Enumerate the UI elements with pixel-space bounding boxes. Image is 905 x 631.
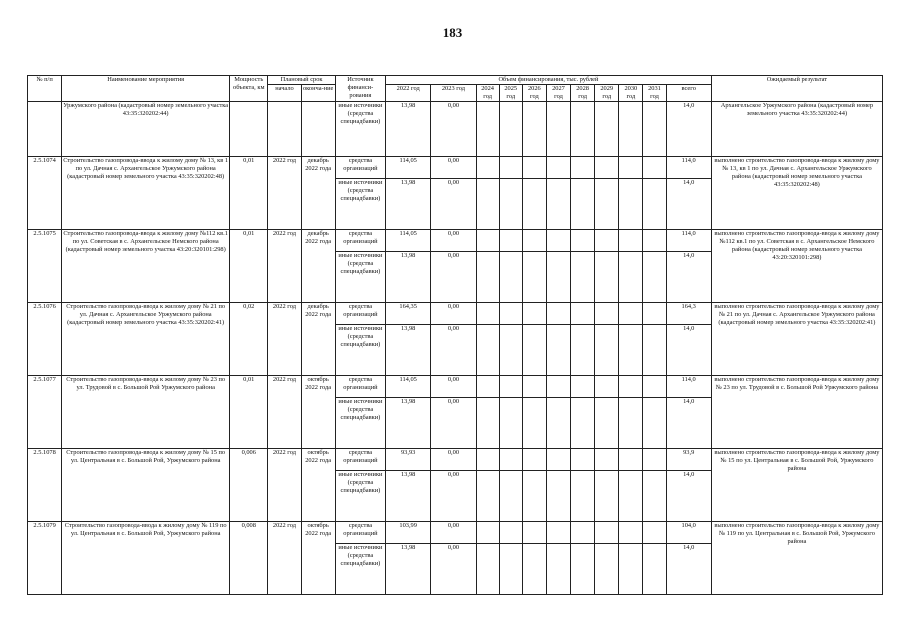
row-source: средства организаций bbox=[335, 522, 385, 544]
value-2023: 0,00 bbox=[431, 398, 476, 449]
row-start: 2022 год bbox=[268, 230, 301, 303]
header-plan-start: начало bbox=[268, 85, 301, 102]
row-capacity: 0,008 bbox=[230, 522, 268, 595]
value-2023: 0,00 bbox=[431, 449, 476, 471]
value-2022: 13,98 bbox=[386, 398, 431, 449]
value-2022: 93,93 bbox=[386, 449, 431, 471]
row-capacity: 0,01 bbox=[230, 376, 268, 449]
row-source: иные источники (средства спецнадбавки) bbox=[335, 252, 385, 303]
row-source: иные источники (средства спецнадбавки) bbox=[335, 102, 385, 157]
value-2023: 0,00 bbox=[431, 303, 476, 325]
value-2023: 0,00 bbox=[431, 471, 476, 522]
value-2023: 0,00 bbox=[431, 522, 476, 544]
row-capacity: 0,01 bbox=[230, 230, 268, 303]
table-row bbox=[28, 522, 883, 544]
value-total: 14,0 bbox=[666, 398, 711, 449]
header-year-2022: 2022 год bbox=[386, 85, 431, 102]
row-start: 2022 год bbox=[268, 449, 301, 522]
value-2023: 0,00 bbox=[431, 325, 476, 376]
value-2022: 114,05 bbox=[386, 157, 431, 179]
row-end: декабрь 2022 года bbox=[301, 230, 335, 303]
header-year-2030: 2030 год bbox=[619, 85, 643, 102]
header-year-2026: 2026 год bbox=[522, 85, 546, 102]
value-total: 104,0 bbox=[666, 522, 711, 544]
row-source: средства организаций bbox=[335, 157, 385, 179]
row-name: Строительство газопровода-ввода к жилому дому № 13, кв 1 по ул. Дачная с. Архангельское Уржумского района (кадастровый номер земельного участка 43:35:320202:48) bbox=[62, 157, 230, 230]
value-2022: 13,98 bbox=[386, 471, 431, 522]
table-row bbox=[28, 102, 883, 157]
row-result: выполнено строительство газопровода-ввода к жилому дому № 13, кв 1 по ул. Дачная с. Архангельское Уржумского района (кадастровый номер земельного участка 43:35:320202:48) bbox=[711, 157, 882, 230]
row-num: 2.5.1079 bbox=[28, 522, 62, 595]
value-2022: 13,98 bbox=[386, 252, 431, 303]
row-source: средства организаций bbox=[335, 303, 385, 325]
row-num: 2.5.1078 bbox=[28, 449, 62, 522]
header-name: Наименование мероприятия bbox=[62, 76, 230, 102]
value-2023: 0,00 bbox=[431, 179, 476, 230]
value-total: 14,0 bbox=[666, 179, 711, 230]
header-total: всего bbox=[666, 85, 711, 102]
header-year-2025: 2025 год bbox=[499, 85, 522, 102]
table-row bbox=[28, 449, 883, 471]
value-2023: 0,00 bbox=[431, 102, 476, 157]
value-2023: 0,00 bbox=[431, 544, 476, 595]
header-source: Источник финанси-рования bbox=[335, 76, 385, 102]
row-result: выполнено строительство газопровода-ввода к жилому дому №112 кв.1 по ул. Советская в с. Архангельское Немского района (кадастровый номер земельного участка 43:20:320101:298) bbox=[711, 230, 882, 303]
value-2022: 164,35 bbox=[386, 303, 431, 325]
value-2022: 13,98 bbox=[386, 179, 431, 230]
row-end: октябрь 2022 года bbox=[301, 522, 335, 595]
value-total: 114,0 bbox=[666, 230, 711, 252]
row-source: иные источники (средства спецнадбавки) bbox=[335, 325, 385, 376]
row-result: выполнено строительство газопровода-ввода к жилому дому № 119 по ул. Центральная в с. Большой Рой, Уржумского района bbox=[711, 522, 882, 595]
row-result: выполнено строительство газопровода-ввода к жилому дому № 21 по ул. Дачная с. Архангельское Уржумского района (кадастровый номер земельного участка 43:35:320202:41) bbox=[711, 303, 882, 376]
header-year-2031: 2031 год bbox=[643, 85, 666, 102]
value-total: 14,0 bbox=[666, 471, 711, 522]
header-result: Ожидаемый результат bbox=[711, 76, 882, 102]
value-total: 14,0 bbox=[666, 325, 711, 376]
row-source: иные источники (средства спецнадбавки) bbox=[335, 544, 385, 595]
row-num: 2.5.1077 bbox=[28, 376, 62, 449]
value-2023: 0,00 bbox=[431, 157, 476, 179]
row-source: иные источники (средства спецнадбавки) bbox=[335, 398, 385, 449]
funding-table bbox=[27, 75, 883, 595]
table-row bbox=[28, 303, 883, 325]
row-start: 2022 год bbox=[268, 522, 301, 595]
row-result: выполнено строительство газопровода-ввода к жилому дому № 23 по ул. Трудовой в с. Большой Рой Уржумского района bbox=[711, 376, 882, 449]
value-total: 114,0 bbox=[666, 376, 711, 398]
value-2022: 103,99 bbox=[386, 522, 431, 544]
row-num: 2.5.1074 bbox=[28, 157, 62, 230]
value-total: 114,0 bbox=[666, 157, 711, 179]
row-start bbox=[268, 102, 301, 157]
row-num: 2.5.1075 bbox=[28, 230, 62, 303]
table-row bbox=[28, 230, 883, 252]
header-plan-term: Плановый срок bbox=[268, 76, 335, 85]
row-name: Строительство газопровода-ввода к жилому дому № 15 по ул. Центральная в с. Большой Рой, Уржумского района bbox=[62, 449, 230, 522]
row-start: 2022 год bbox=[268, 376, 301, 449]
header-year-2028: 2028 год bbox=[571, 85, 595, 102]
row-source: иные источники (средства спецнадбавки) bbox=[335, 179, 385, 230]
value-total: 14,0 bbox=[666, 102, 711, 157]
row-name: Строительство газопровода-ввода к жилому дому №112 кв.1 по ул. Советская в с. Архангельское Немского района (кадастровый номер земельного участка 43:20:320101:298) bbox=[62, 230, 230, 303]
row-end: декабрь 2022 года bbox=[301, 303, 335, 376]
value-total: 14,0 bbox=[666, 544, 711, 595]
row-name: Строительство газопровода-ввода к жилому дому № 23 по ул. Трудовой в с. Большой Рой Уржумского района bbox=[62, 376, 230, 449]
row-end: декабрь 2022 года bbox=[301, 157, 335, 230]
header-funding: Объем финансирования, тыс. рублей bbox=[386, 76, 712, 85]
row-source: средства организаций bbox=[335, 230, 385, 252]
header-year-2023: 2023 год bbox=[431, 85, 476, 102]
row-name: Строительство газопровода-ввода к жилому дому № 119 по ул. Центральная в с. Большой Рой, Уржумского района bbox=[62, 522, 230, 595]
value-2022: 13,98 bbox=[386, 544, 431, 595]
row-start: 2022 год bbox=[268, 157, 301, 230]
table-header bbox=[28, 76, 883, 102]
page-number: 183 bbox=[442, 25, 463, 40]
row-capacity bbox=[230, 102, 268, 157]
row-result: выполнено строительство газопровода-ввода к жилому дому № 15 по ул. Центральная в с. Большой Рой, Уржумского района bbox=[711, 449, 882, 522]
value-2022: 13,98 bbox=[386, 102, 431, 157]
value-total: 164,3 bbox=[666, 303, 711, 325]
header-num: № п/п bbox=[28, 76, 62, 102]
value-2022: 13,98 bbox=[386, 325, 431, 376]
value-2023: 0,00 bbox=[431, 376, 476, 398]
header-capacity: Мощность объекта, км bbox=[230, 76, 268, 102]
row-num: 2.5.1076 bbox=[28, 303, 62, 376]
value-total: 14,0 bbox=[666, 252, 711, 303]
row-start: 2022 год bbox=[268, 303, 301, 376]
value-2022: 114,05 bbox=[386, 230, 431, 252]
value-total: 93,9 bbox=[666, 449, 711, 471]
row-num-cell bbox=[28, 102, 62, 157]
row-name: Уржумского района (кадастровый номер земельного участка 43:35:320202:44) bbox=[62, 102, 230, 157]
value-2022: 114,05 bbox=[386, 376, 431, 398]
row-name: Строительство газопровода-ввода к жилому дому № 21 по ул. Дачная с. Архангельское Уржумского района (кадастровый номер земельного участка 43:35:320202:41) bbox=[62, 303, 230, 376]
table-row bbox=[28, 376, 883, 398]
header-year-2024: 2024 год bbox=[476, 85, 499, 102]
row-end: октябрь 2022 года bbox=[301, 449, 335, 522]
row-end bbox=[301, 102, 335, 157]
table-row bbox=[28, 157, 883, 179]
header-year-2029: 2029 год bbox=[595, 85, 619, 102]
value-2023: 0,00 bbox=[431, 252, 476, 303]
row-capacity: 0,006 bbox=[230, 449, 268, 522]
row-source: средства организаций bbox=[335, 449, 385, 471]
row-end: октябрь 2022 года bbox=[301, 376, 335, 449]
row-source: иные источники (средства спецнадбавки) bbox=[335, 471, 385, 522]
row-capacity: 0,01 bbox=[230, 157, 268, 230]
row-source: средства организаций bbox=[335, 376, 385, 398]
row-result: Архангельское Уржумского района (кадастровый номер земельного участка 43:35:320202:44) bbox=[711, 102, 882, 157]
header-plan-end: оконча-ние bbox=[301, 85, 335, 102]
header-year-2027: 2027 год bbox=[546, 85, 570, 102]
row-capacity: 0,02 bbox=[230, 303, 268, 376]
value-2023: 0,00 bbox=[431, 230, 476, 252]
